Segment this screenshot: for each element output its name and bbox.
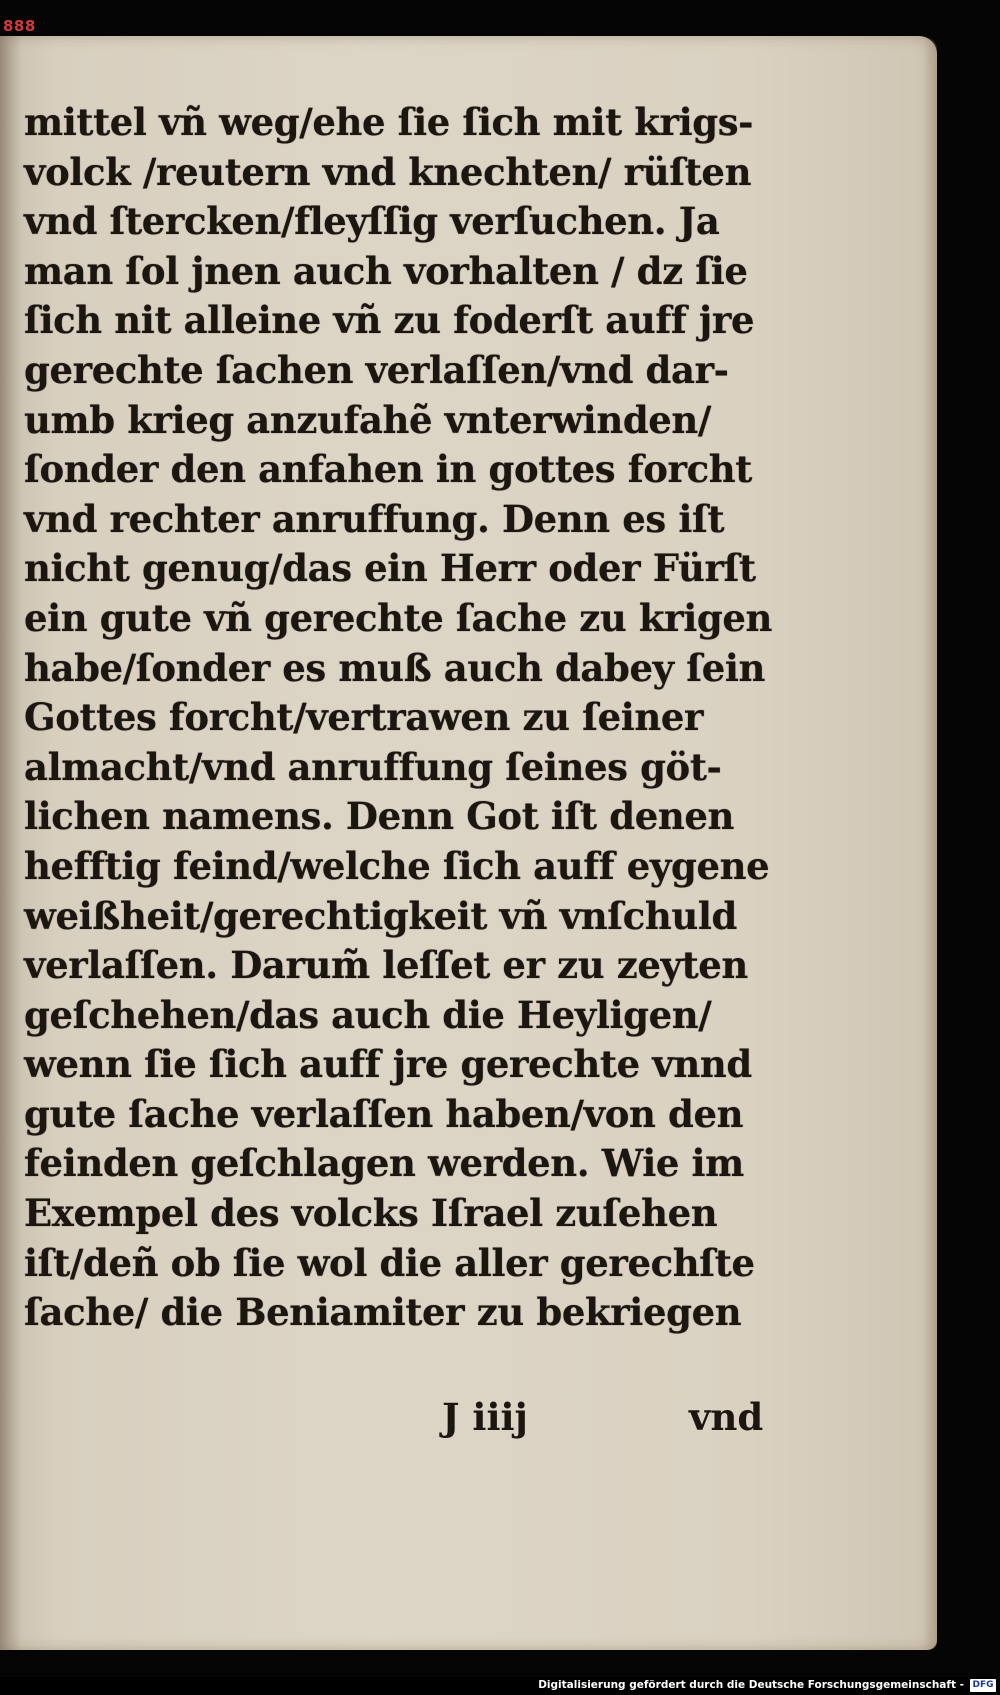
text-line: vnd rechter anruffung. Denn es iſt — [24, 496, 725, 541]
text-line: umb krieg anzufahẽ vnterwinden/ — [24, 397, 712, 442]
text-line: almacht/vnd anruffung ſeines göt- — [24, 744, 722, 789]
text-line: hefftig feind/welche ſich auff eygene — [24, 843, 770, 888]
text-line: volck /reutern vnd knechten/ rüſten — [24, 149, 752, 194]
text-line: ſonder den anfahen in gottes forcht — [24, 447, 752, 492]
text-line: Exempel des volcks Iſrael zuſehen — [24, 1191, 718, 1236]
page-text-block — [24, 98, 784, 1338]
text-line: mittel vñ weg/ehe ſie ſich mit krigs- — [24, 100, 754, 144]
text-line: ſache/ die Beniamiter zu bekriegen — [24, 1290, 742, 1335]
text-line: gerechte ſachen verlaſſen/vnd dar- — [24, 347, 729, 392]
text-line: Gottes forcht/vertrawen zu ſeiner — [24, 695, 704, 740]
dfg-logo-icon: DFG — [970, 1679, 996, 1692]
text-line: geſchehen/das auch die Heyligen/ — [24, 992, 712, 1037]
text-line: vnd ſtercken/fleyſſig verſuchen. Ja — [24, 199, 720, 244]
text-line: wenn ſie ſich auff jre gerechte vnnd — [24, 1042, 752, 1087]
text-line: habe/ſonder es muß auch dabey ſein — [24, 645, 766, 690]
text-line: gute ſache verlaſſen haben/von den — [24, 1091, 744, 1136]
text-line: man ſol jnen auch vorhalten / dz ſie — [24, 248, 748, 293]
corner-label: 888 — [3, 17, 36, 35]
text-line: ſich nit alleine vñ zu foderſt auff jre — [24, 298, 755, 343]
footer-credit: Digitalisierung gefördert durch die Deutsche Forschungsgemeinschaft - — [538, 1679, 964, 1691]
text-line: iſt/deñ ob ſie wol die aller gerechſte — [24, 1240, 755, 1285]
text-line: lichen namens. Denn Got iſt denen — [24, 794, 734, 839]
text-line: nicht genug/das ein Herr oder Fürſt — [24, 546, 756, 591]
page-spine-shadow — [0, 36, 22, 1650]
text-line: ein gute vñ gerechte ſache zu krigen — [24, 595, 772, 640]
catchword: vnd — [689, 1395, 764, 1439]
signature-mark: J iiij — [442, 1395, 528, 1439]
text-line: weißheit/gerechtigkeit vñ vnſchuld — [24, 893, 738, 938]
text-line: verlaſſen. Darum̃ leſſet er zu zeyten — [24, 943, 748, 988]
page-foot-line — [24, 1392, 784, 1442]
text-line: feinden geſchlagen werden. Wie im — [24, 1141, 744, 1186]
page-edge-shadow — [923, 36, 937, 1650]
